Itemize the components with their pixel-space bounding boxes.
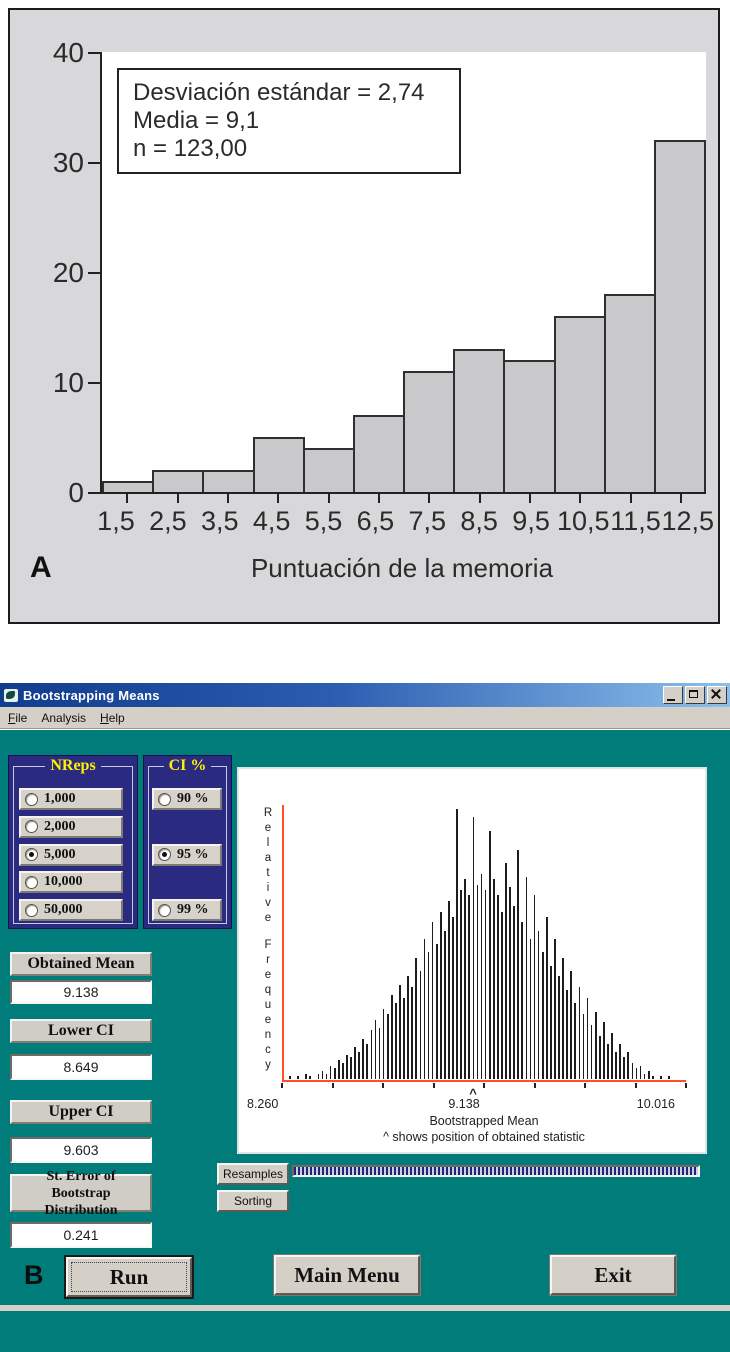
bootstrap-bar [562,958,564,1080]
x-tick-min: 8.260 [247,1097,279,1111]
bootstrap-bar [583,1014,585,1079]
radio-label: 99 % [177,902,209,917]
maximize-button[interactable] [685,686,705,704]
bootstrap-bar [411,987,413,1079]
bootstrap-bar [383,1009,385,1079]
ci-option-90[interactable] [152,788,222,810]
histogram-bar [654,140,706,492]
x-tick-label: 3,5 [200,506,239,536]
y-label-letter: F [264,939,272,951]
resamples-button[interactable]: Resamples [217,1163,289,1185]
y-tick [88,492,100,494]
panel-a-label: A [30,551,52,584]
y-label-letter: R [263,807,273,819]
radio-icon [25,793,38,806]
bootstrap-bar [464,879,466,1079]
bootstrap-bar [497,895,499,1079]
y-label-letter: e [264,1014,272,1026]
bootstrap-bar [428,952,430,1079]
bootstrap-bar [448,901,450,1079]
bootstrap-bar [460,890,462,1079]
x-tick [685,1083,687,1088]
x-tick [378,494,380,503]
histogram-bar [353,415,405,492]
annotation-line: n = 123,00 [133,135,248,162]
client-content [0,730,730,1307]
y-axis-line [282,805,284,1082]
st-error-label: St. Error of Bootstrap Distribution [10,1174,152,1212]
x-tick [177,494,179,503]
bootstrap-bar [424,939,426,1079]
bootstrap-bar [379,1028,381,1079]
panel-b-label: B [24,1260,44,1290]
bootstrap-bar [530,939,532,1079]
nreps-option-50000[interactable] [19,899,123,921]
y-tick [88,162,100,164]
y-label-letter: i [266,882,270,894]
bootstrapping-means-window [0,683,730,1305]
bootstrap-bar [505,863,507,1079]
y-label-letter: q [264,984,272,996]
bootstrap-histogram-bars [289,809,671,1079]
histogram-bar [503,360,555,492]
app-icon [4,689,18,702]
x-tick [630,494,632,503]
x-tick [428,494,430,503]
x-tick [126,494,128,503]
bootstrap-bar [513,906,515,1079]
bootstrap-bar [648,1071,650,1079]
bootstrap-bar [538,931,540,1080]
nreps-title: NReps [9,757,137,775]
window-titlebar [0,683,730,707]
radio-icon [158,848,171,861]
y-label-letter: c [265,1044,271,1056]
bootstrap-bar [619,1044,621,1079]
x-tick [227,494,229,503]
bootstrap-bar [358,1052,360,1079]
y-label-letter: r [266,954,270,966]
bootstrap-bar [297,1076,299,1079]
histogram-bar [253,437,305,492]
y-axis-ticks [88,52,100,494]
bootstrap-bar [574,1003,576,1079]
menu-bar [0,707,730,729]
memory-histogram-figure [8,8,720,624]
radio-label: 5,000 [44,846,76,862]
bootstrap-bar [570,971,572,1079]
y-label-letter: t [266,867,270,879]
x-tick [277,494,279,503]
y-label-letter: e [264,822,272,834]
sorting-button[interactable]: Sorting [217,1190,289,1212]
bootstrap-bar [354,1047,356,1079]
bootstrap-bar [517,850,519,1080]
bootstrap-bar [452,917,454,1079]
bootstrap-bar [587,998,589,1079]
obtained-mean-field[interactable]: 9.138 [10,980,152,1004]
bootstrap-bar [387,1014,389,1079]
x-tick [332,1083,334,1088]
annotation-line: Desviación estándar = 2,74 [133,79,425,106]
histogram-bar [453,349,505,492]
x-axis-line [282,1080,686,1082]
bootstrap-bar [477,885,479,1079]
y-label-letter: n [264,1029,272,1041]
nreps-option-10000[interactable] [19,871,123,893]
bootstrap-bar [407,976,409,1079]
x-tick-label: 5,5 [304,506,343,536]
bootstrap-bar [346,1055,348,1079]
window-title: Bootstrapping Means [23,687,160,703]
x-tick-label: 12,5 [661,506,715,536]
bootstrap-bar [493,879,495,1079]
bootstrap-bar [579,987,581,1079]
bootstrap-bar [440,912,442,1079]
radio-icon [158,793,171,806]
bootstrap-bar [403,998,405,1079]
lower-ci-field[interactable]: 8.649 [10,1054,152,1080]
bootstrap-bar [468,895,470,1079]
nreps-option-2000[interactable] [19,816,123,838]
bootstrap-bar [611,1033,613,1079]
ci-option-99[interactable] [152,899,222,921]
bootstrap-bar [399,985,401,1080]
bootstrap-bar [375,1020,377,1079]
histogram-bar [152,470,204,492]
x-axis-title: Puntuación de la memoria [250,553,554,583]
x-tick-label: 8,5 [460,506,498,536]
y-label-letter: e [264,969,272,981]
bootstrap-bar [330,1066,332,1080]
obtained-mean-label: Obtained Mean [10,952,152,976]
bootstrap-bar [391,995,393,1079]
minimize-icon [667,699,675,701]
close-button[interactable] [707,686,727,704]
y-tick-label: 30 [52,147,84,178]
bootstrap-bar [615,1052,617,1079]
bootstrap-bar [350,1057,352,1079]
bootstrap-bar [338,1060,340,1079]
radio-icon [158,904,171,917]
ci-option-95[interactable] [152,844,222,866]
main-menu-button[interactable]: Main Menu [274,1255,420,1295]
histogram-bar [202,470,254,492]
x-tick-mid: 9.138 [448,1097,480,1111]
histogram-bar [554,316,606,492]
menu-help[interactable]: Help [100,710,125,725]
bootstrap-bar [309,1076,311,1079]
bootstrap-bar [436,944,438,1079]
nreps-groupbox [8,755,138,929]
y-axis-labels [20,37,84,508]
bootstrap-bar [318,1074,320,1079]
upper-ci-field[interactable]: 9.603 [10,1137,152,1163]
histogram-bar [102,481,154,492]
bootstrap-bar [640,1066,642,1080]
bootstrap-bar [623,1057,625,1079]
window-bottom-edge [0,1305,730,1311]
y-label-letter: y [265,1059,271,1071]
y-label-letter: l [266,837,270,849]
bootstrap-bar [554,939,556,1079]
x-tick-max: 10.016 [636,1097,675,1111]
y-tick [88,272,100,274]
bootstrap-bar [668,1076,670,1079]
radio-label: 90 % [177,791,209,806]
bootstrap-distribution-panel [237,767,707,1154]
stats-annotation-box [117,68,461,174]
bootstrap-bar [526,877,528,1080]
y-tick [88,382,100,384]
resamples-progress-bar [292,1165,700,1177]
y-label-letter: v [265,897,271,909]
y-label-letter: e [264,912,272,924]
bootstrap-bar [546,917,548,1079]
bootstrap-bar [534,895,536,1079]
y-label-letter: u [264,999,272,1011]
exit-button[interactable]: Exit [550,1255,676,1295]
bootstrap-bar [322,1071,324,1079]
obtained-statistic-marker: ^ [469,1086,477,1101]
ci-title: CI % [144,757,231,775]
bootstrap-bar [652,1076,654,1079]
bootstrap-bar [362,1039,364,1080]
bootstrap-bar [509,887,511,1079]
bootstrap-bar [595,1012,597,1080]
radio-icon [25,904,38,917]
x-tick [328,494,330,503]
radio-icon [25,848,38,861]
bootstrap-bar [456,809,458,1079]
upper-ci-label: Upper CI [10,1100,152,1124]
bootstrap-bar [432,922,434,1079]
bootstrap-bar [444,931,446,1080]
x-tick-label: 2,5 [149,506,187,536]
maximize-icon [689,690,698,698]
bootstrap-bar [334,1068,336,1079]
x-tick-label: 1,5 [97,506,135,536]
x-tick-label: 4,5 [252,506,291,536]
x-tick [584,1083,586,1088]
y-tick-label: 10 [52,367,84,398]
y-label-letter: a [264,852,272,864]
minimize-button[interactable] [663,686,683,704]
annotation-line: Media = 9,1 [133,107,260,134]
x-tick [529,494,531,503]
bootstrap-bar [636,1068,638,1079]
radio-icon [25,820,38,833]
bootstrap-bar [644,1074,646,1079]
y-axis-title-vertical [259,806,277,1073]
x-tick-label: 7,5 [408,506,447,536]
x-tick-label: 9,5 [512,506,550,536]
bootstrap-bar [607,1044,609,1079]
st-error-field[interactable]: 0.241 [10,1222,152,1248]
x-tick [579,494,581,503]
x-tick [281,1083,283,1088]
bootstrap-bar [366,1044,368,1079]
radio-label: 95 % [177,846,209,862]
lower-ci-label: Lower CI [10,1019,152,1043]
bootstrap-bar [627,1052,629,1079]
x-tick [635,1083,637,1088]
bootstrap-bar [481,874,483,1079]
x-tick-label: 11,5 [610,506,661,536]
x-tick [680,494,682,503]
x-axis-title: Bootstrapped Mean [429,1114,539,1128]
y-tick-label: 40 [52,37,84,68]
y-tick-label: 0 [68,477,84,508]
nreps-option-5000[interactable] [19,844,123,866]
bootstrap-bar [632,1063,634,1079]
bootstrap-bar [420,971,422,1079]
radio-label: 10,000 [44,874,83,890]
nreps-option-1000[interactable] [19,788,123,810]
menu-file[interactable]: File [8,710,28,725]
bootstrap-bar [603,1022,605,1079]
bootstrap-bar [542,952,544,1079]
histogram-bar [403,371,455,492]
histogram-bar [303,448,355,492]
bootstrap-bar [371,1030,373,1079]
y-tick-label: 20 [52,257,84,288]
bootstrap-bar [599,1036,601,1079]
x-tick [433,1083,435,1088]
bootstrap-bar [501,912,503,1079]
bootstrap-bar [558,976,560,1079]
bootstrap-bar [566,990,568,1079]
ci-groupbox [143,755,232,929]
x-tick-label: 10,5 [557,506,610,536]
bootstrap-bar [289,1076,291,1079]
bootstrap-bar [660,1076,662,1079]
run-button[interactable]: Run [66,1257,192,1297]
bootstrap-bar [305,1074,307,1079]
x-tick [479,494,481,503]
bootstrap-bar [521,922,523,1079]
marker-note: ^ shows position of obtained statistic [383,1130,585,1144]
radio-icon [25,876,38,889]
bootstrap-bar [415,958,417,1080]
x-tick-label: 6,5 [356,506,395,536]
bootstrap-bar [550,966,552,1079]
radio-label: 1,000 [44,791,76,806]
radio-label: 50,000 [44,902,83,917]
histogram-bar [604,294,656,492]
bootstrap-bar [473,817,475,1079]
y-tick [88,52,100,54]
bootstrap-bar [485,890,487,1079]
bootstrap-bar [326,1074,328,1079]
x-tick [534,1083,536,1088]
x-tick [382,1083,384,1088]
x-axis-ticks [102,494,706,504]
bootstrap-bar [395,1003,397,1079]
bootstrap-bar [591,1025,593,1079]
radio-label: 2,000 [44,818,76,834]
bootstrap-bar [342,1063,344,1079]
menu-analysis[interactable]: Analysis [41,710,87,725]
x-axis-labels [90,506,714,537]
bootstrap-bar [489,831,491,1079]
